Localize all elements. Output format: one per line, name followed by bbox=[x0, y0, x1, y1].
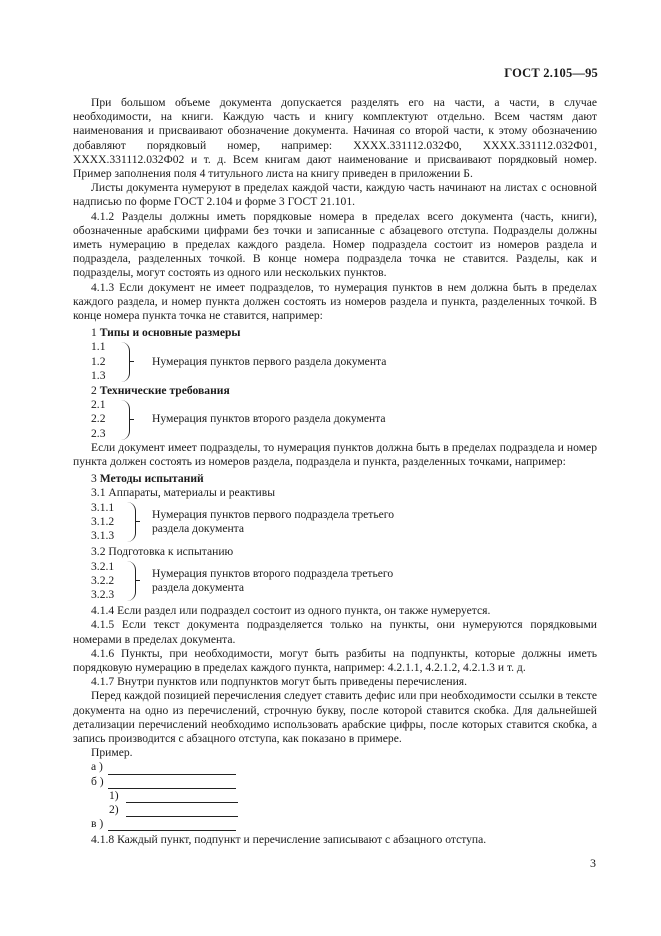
list-example-item: б ) bbox=[73, 775, 597, 789]
numbering-block bbox=[73, 560, 597, 603]
paragraph: Листы документа нумеруют в пределах каждой части, каждую часть начинают на листах с основной надписью по форме ГОСТ 2.104 и форме 3 ГОСТ 21.101. bbox=[73, 181, 597, 209]
blank-line bbox=[108, 762, 236, 775]
list-example-item: в ) bbox=[73, 817, 597, 831]
section-heading: 2 Технические требования bbox=[91, 384, 230, 398]
brace-description: Нумерация пунктов второго раздела документа bbox=[152, 412, 386, 426]
brace-description: Нумерация пунктов первого подраздела третьего раздела документа bbox=[152, 507, 395, 535]
paragraph: Если документ имеет подразделы, то нумерация пунктов должна быть в пределах подраздела и номер пункта должен состоять из номеров раздела, подраздела и пункта, разделенных точками, например: bbox=[73, 440, 597, 469]
paragraph: 4.1.7 Внутри пунктов или подпунктов могут быть приведены перечисления. bbox=[91, 675, 468, 689]
paragraph: 4.1.3 Если документ не имеет подразделов, то нумерация пунктов в нем должна быть в пределах каждого раздела, и номер пункта должен состоять из номеров раздела и пункта, разделенных точкой. В конце номера пункта точка не ставится, например: bbox=[73, 280, 597, 323]
page-body bbox=[73, 96, 597, 848]
item-number: 1.3 bbox=[91, 368, 106, 382]
item-number: 3.1.3 bbox=[91, 529, 115, 543]
paragraph: 4.1.4 Если раздел или подраздел состоит из одного пункта, он также нумеруется. bbox=[91, 604, 491, 618]
section-heading: 3 Методы испытаний bbox=[91, 472, 204, 486]
item-number: 1.2 bbox=[91, 354, 106, 368]
brace bbox=[119, 342, 130, 382]
blank-line bbox=[108, 818, 236, 831]
item-number: 3.2.3 bbox=[91, 587, 115, 601]
item-number: 2.1 bbox=[91, 398, 106, 412]
paragraph: 4.1.8 Каждый пункт, подпункт и перечисление записывают с абзацного отступа. bbox=[91, 833, 487, 847]
item-number: 3.2.1 bbox=[91, 559, 115, 573]
list-example-item: 1) bbox=[73, 789, 597, 803]
list-example-item: а ) bbox=[73, 760, 597, 774]
brace bbox=[119, 400, 130, 440]
item-number: 3.1.1 bbox=[91, 500, 115, 514]
item-number: 2.2 bbox=[91, 412, 106, 426]
numbering-block bbox=[73, 340, 597, 383]
item-number: 3.1.2 bbox=[91, 514, 115, 528]
example-label: Пример. bbox=[91, 746, 133, 760]
paragraph: При большом объеме документа допускается разделять его на части, а части, в случае необходимости, на книги. Каждую часть и книгу комплектуют отдельно. Всем частям дают наименования и присваивают обозначение документа. Начиная со второй части, к этому обозначению добавляют порядковый номер, например: ХХХХ.331112.032Ф0, ХХХХ.331112.032Ф01, ХХХХ.331112.032Ф02 и т. д. Всем книгам дают наименование и присваивают порядковый номер. Пример заполнения поля 4 титульного листа на книгу приведен в приложении Б. bbox=[73, 96, 597, 181]
brace-description: Нумерация пунктов второго подраздела третьего раздела документа bbox=[152, 566, 394, 594]
brace bbox=[125, 502, 136, 542]
paragraph: 4.1.5 Если текст документа подразделяется только на пункты, они нумеруются порядковыми номерами в пределах документа. bbox=[73, 618, 597, 646]
document-header: ГОСТ 2.105—95 bbox=[504, 66, 598, 80]
blank-line bbox=[108, 776, 236, 789]
section-heading: 1 Типы и основные размеры bbox=[91, 326, 241, 340]
blank-line bbox=[126, 790, 238, 803]
page-number: 3 bbox=[590, 856, 596, 870]
brace-description: Нумерация пунктов первого раздела документа bbox=[152, 354, 387, 368]
paragraph: Перед каждой позицией перечисления следует ставить дефис или при необходимости ссылки в тексте документа на одно из перечислений, строчную букву, после которой ставится скобка. Для дальнейшей детализации перечислений необходимо использовать арабские цифры, после которых ставится скобка, а запись производится с абзацного отступа, как показано в примере. bbox=[73, 689, 597, 745]
item-number: 3.2.2 bbox=[91, 573, 115, 587]
subsection-heading: 3.1 Аппараты, материалы и реактивы bbox=[91, 486, 275, 500]
list-example-item: 2) bbox=[73, 803, 597, 817]
brace bbox=[125, 561, 136, 601]
subsection-heading: 3.2 Подготовка к испытанию bbox=[91, 545, 234, 559]
numbering-block bbox=[73, 501, 597, 544]
item-number: 2.3 bbox=[91, 426, 106, 440]
item-number: 1.1 bbox=[91, 340, 106, 354]
paragraph: 4.1.2 Разделы должны иметь порядковые номера в пределах всего документа (часть, книги), обозначенные арабскими цифрами без точки и записанные с абзацевого отступа. Подразделы должны иметь нумерацию в пределах каждого раздела. Номер подраздела состоит из номеров раздела и подраздела, разделенных точкой. В конце номера подраздела точка не ставится. Разделы, как и подразделы, могут состоять из одного или нескольких пунктов. bbox=[73, 209, 597, 280]
blank-line bbox=[126, 804, 238, 817]
numbering-block bbox=[73, 398, 597, 441]
paragraph: 4.1.6 Пункты, при необходимости, могут быть разбиты на подпункты, которые должны иметь порядковую нумерацию в пределах каждого пункта, например: 4.2.1.1, 4.2.1.2, 4.2.1.3 и т. д. bbox=[73, 646, 597, 674]
